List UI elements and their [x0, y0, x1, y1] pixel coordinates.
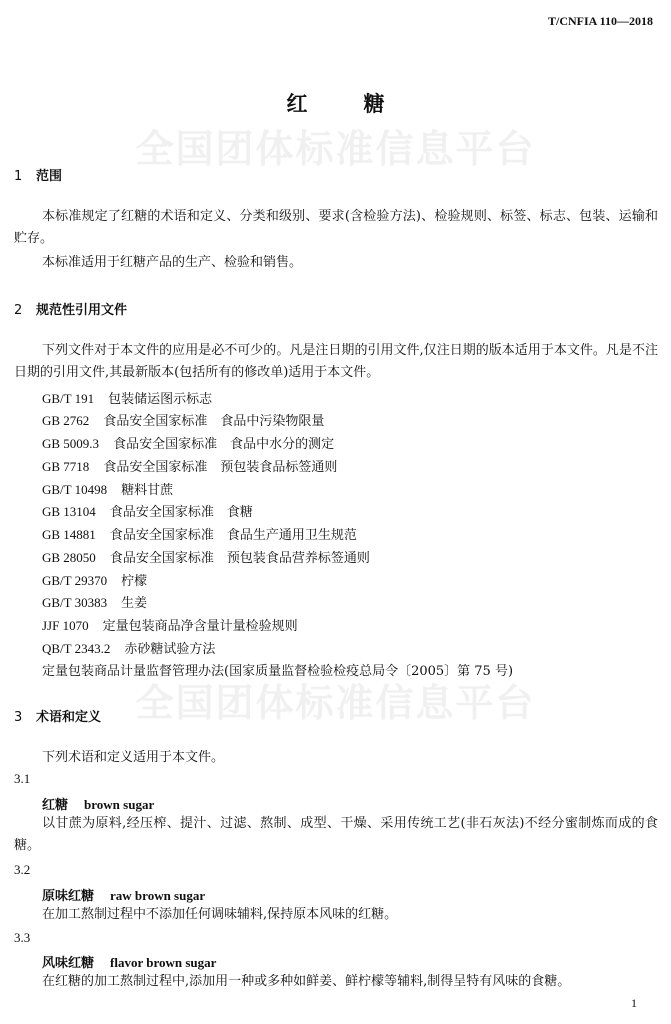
term-definition: 在红糖的加工熬制过程中,添加用一种或多种如鲜姜、鲜柠檬等辅料,制得呈特有风味的食糖。: [42, 974, 571, 989]
paragraph: 本标准规定了红糖的术语和定义、分类和级别、要求(含检验方法)、检验规则、标签、标志、包装、运输和贮存。: [14, 209, 658, 246]
reference-item: [42, 410, 324, 429]
reference-item: [42, 524, 357, 543]
term-cn: 风味红糖: [42, 956, 95, 971]
term-title: [42, 885, 205, 904]
term-en: raw brown sugar: [110, 888, 206, 903]
page-number: 1: [631, 996, 637, 1010]
reference-name: 柠檬: [121, 574, 148, 589]
term-number: 3.3: [14, 930, 31, 945]
watermark: 全国团体标准信息平台: [135, 681, 536, 725]
reference-item: [42, 388, 212, 407]
reference-name: 包装储运图示标志: [108, 392, 213, 407]
term-cn: 原味红糖: [42, 889, 95, 904]
term-title: [42, 794, 154, 813]
reference-code: GB 2762: [42, 413, 90, 428]
watermark: 全国团体标准信息平台: [135, 127, 536, 171]
section-heading-normative: [14, 299, 127, 318]
reference-code: GB/T 29370: [42, 573, 108, 588]
term-definition: 在加工熬制过程中不添加任何调味辅料,保持原本风味的红糖。: [42, 907, 398, 922]
reference-extra: 定量包装商品计量监督管理办法(国家质量监督检验检疫总局令〔2005〕第 75 号): [42, 664, 514, 679]
reference-code: GB 7718: [42, 459, 90, 474]
term-en: brown sugar: [84, 797, 155, 812]
section-heading-scope: [14, 165, 62, 184]
reference-name: 食品安全国家标准 预包装食品营养标签通则: [109, 551, 370, 566]
reference-name: 赤砂糖试验方法: [124, 642, 216, 657]
reference-item: [42, 570, 147, 589]
term-cn: 红糖: [42, 798, 69, 813]
section-number: 2: [14, 303, 23, 318]
reference-name: 食品安全国家标准 食糖: [109, 505, 253, 520]
section-title: 术语和定义: [36, 710, 102, 725]
section-title: 范围: [36, 169, 63, 184]
reference-item: [42, 456, 337, 475]
reference-code: GB/T 10498: [42, 482, 108, 497]
term-number: 3.2: [14, 862, 31, 877]
reference-code: GB 28050: [42, 550, 96, 565]
reference-name: 食品安全国家标准 食品中水分的测定: [113, 437, 335, 452]
term-number: 3.1: [14, 771, 31, 786]
term-title: [42, 952, 216, 971]
section-number: 3: [14, 710, 23, 725]
reference-code: GB 14881: [42, 527, 96, 542]
reference-item: [42, 638, 215, 657]
reference-name: 食品安全国家标准 食品中污染物限量: [103, 414, 325, 429]
paragraph: 本标准适用于红糖产品的生产、检验和销售。: [42, 255, 303, 270]
reference-name: 食品安全国家标准 食品生产通用卫生规范: [109, 528, 357, 543]
reference-code: GB 5009.3: [42, 436, 100, 451]
section-heading-terms: [14, 706, 101, 725]
reference-item: [42, 547, 370, 566]
reference-name: 食品安全国家标准 预包装食品标签通则: [103, 460, 338, 475]
paragraph: 下列文件对于本文件的应用是必不可少的。凡是注日期的引用文件,仅注日期的版本适用于本文件。凡是不注日期的引用文件,其最新版本(包括所有的修改单)适用于本文件。: [14, 343, 658, 380]
reference-code: JJF 1070: [42, 618, 89, 633]
paragraph: 下列术语和定义适用于本文件。: [42, 750, 225, 765]
reference-name: 生姜: [121, 596, 148, 611]
reference-item: [42, 615, 298, 634]
section-number: 1: [14, 169, 23, 184]
reference-code: GB 13104: [42, 504, 96, 519]
reference-code: GB/T 30383: [42, 595, 108, 610]
reference-item: [42, 592, 147, 611]
reference-item: [42, 479, 173, 498]
section-title: 规范性引用文件: [36, 303, 128, 318]
term-definition: 以甘蔗为原料,经压榨、提汁、过滤、熬制、成型、干燥、采用传统工艺(非石灰法)不经分蜜制炼而成的食糖。: [14, 816, 658, 853]
document-code: T/CNFIA 110—2018: [547, 14, 653, 28]
term-en: flavor brown sugar: [110, 955, 217, 970]
reference-item: [42, 501, 253, 520]
reference-name: 定量包装商品净含量计量检验规则: [102, 619, 298, 634]
reference-name: 糖料甘蔗: [121, 483, 174, 498]
reference-item: [42, 433, 334, 452]
reference-code: QB/T 2343.2: [42, 641, 111, 656]
reference-code: GB/T 191: [42, 391, 95, 406]
document-title: 红糖: [286, 92, 441, 116]
